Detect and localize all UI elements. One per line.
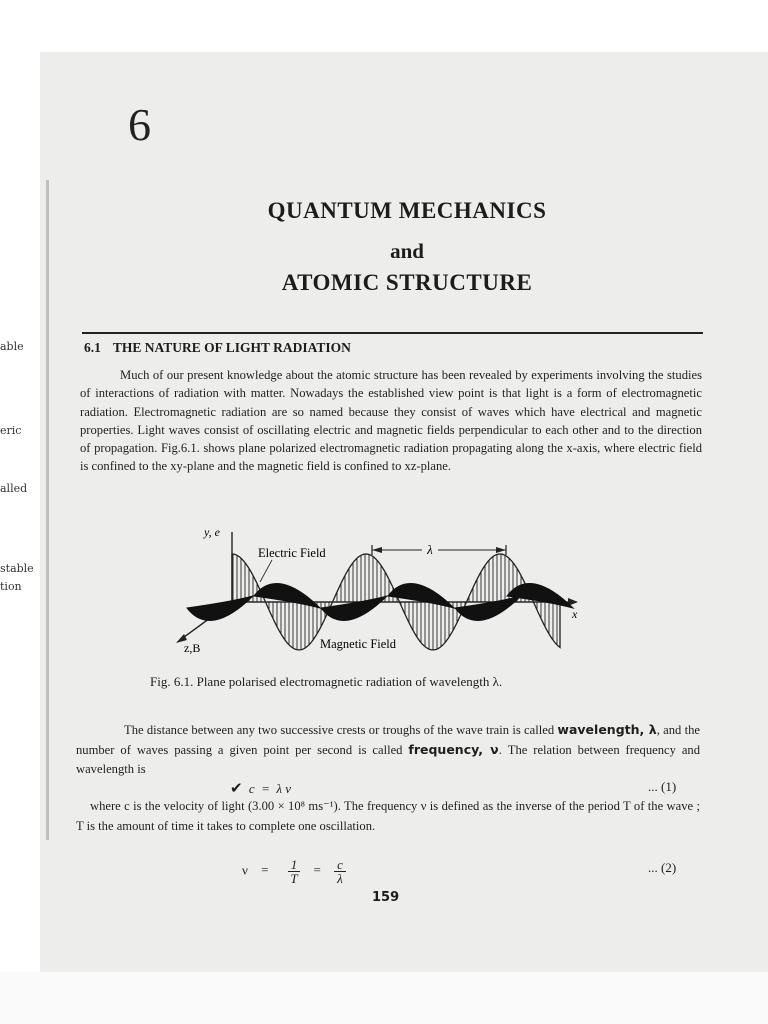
left-page-fragment: eric <box>0 424 22 437</box>
z-axis-label: z,B <box>184 641 201 655</box>
paragraph-2-text: . The relation between frequency and wavelength is <box>76 743 700 776</box>
section-rule <box>82 332 703 334</box>
left-page-fragment: stable <box>0 562 34 575</box>
page-number: 159 <box>372 890 400 905</box>
paragraph-1: Much of our present knowledge about the atomic structure has been revealed by experiments involving the studies of interactions of radiation with matter. Nowadays the established view point is that light is a form of electromagnetic radiation. Electromagnetic radiation are so named because they consist of waves which have electrical and magnetic properties. Light waves consist of oscillating electric and magnetic fields perpendicular to each other and to the direction of propagation. Fig.6.1. shows plane polarized electromagnetic radiation propagating along the x-axis, where electric field is confined to the xy-plane and the magnetic field is confined to xz-plane. <box>80 368 702 474</box>
em-wave-diagram <box>160 524 600 658</box>
term-frequency: frequency, ν <box>408 742 499 757</box>
chapter-title-line-1: QUANTUM MECHANICS <box>267 198 547 223</box>
wavelength-left-arrow-icon <box>372 547 382 553</box>
section-number: 6.1 <box>84 340 101 355</box>
x-axis-label: x <box>572 607 578 621</box>
fraction-1-over-T <box>288 858 301 885</box>
figure-caption: Fig. 6.1. Plane polarised electromagnetic radiation of wavelength λ. <box>150 674 503 689</box>
fraction-denominator: λ <box>337 871 343 886</box>
equation-1-number: ... (1) <box>648 779 677 794</box>
chapter-title-line-3: ATOMIC STRUCTURE <box>281 270 533 295</box>
section-title: THE NATURE OF LIGHT RADIATION <box>112 340 351 355</box>
equals-sign: = <box>313 862 321 878</box>
equals-sign: = <box>261 862 269 878</box>
wavelength-right-arrow-icon <box>496 547 506 553</box>
left-page-fragment: able <box>0 340 24 353</box>
y-axis-label: y, e <box>204 525 220 539</box>
paragraph-2 <box>76 720 700 779</box>
left-page-fragment: alled <box>0 482 28 495</box>
figure-6-1 <box>160 524 600 658</box>
chapter-title-line-2: and <box>390 239 424 263</box>
fraction-denominator: T <box>290 871 298 886</box>
paragraph-3: where c is the velocity of light (3.00 × 10⁸ ms⁻¹). The frequency ν is defined as the inverse of the period T of the wave ; T is the amount of time it takes to complete one oscillation. <box>76 799 700 833</box>
check-mark-icon: ✔ <box>230 781 243 797</box>
wavelength-label: λ <box>427 542 433 557</box>
equation-2-lhs: ν <box>242 862 248 878</box>
magnetic-field-label: Magnetic Field <box>320 637 397 651</box>
equation-2 <box>242 858 352 885</box>
electric-field-label: Electric Field <box>258 546 326 560</box>
section-heading <box>84 340 351 356</box>
fraction-c-over-lambda <box>334 858 346 885</box>
paragraph-2-text: , and the number of waves passing a given point per second is called <box>76 723 700 757</box>
equation-1-expression: c = λ ν <box>248 781 292 796</box>
left-page-fragment: tion <box>0 580 22 593</box>
term-wavelength: wavelength, λ <box>557 722 657 737</box>
scan-margin <box>0 972 768 1024</box>
chapter-number: 6 <box>128 99 151 150</box>
equation-2-number: ... (2) <box>648 860 677 875</box>
fraction-numerator: c <box>334 858 346 872</box>
paragraph-2-text: The distance between any two successive crests or troughs of the wave train is called <box>124 723 558 737</box>
fraction-numerator: 1 <box>288 858 301 872</box>
